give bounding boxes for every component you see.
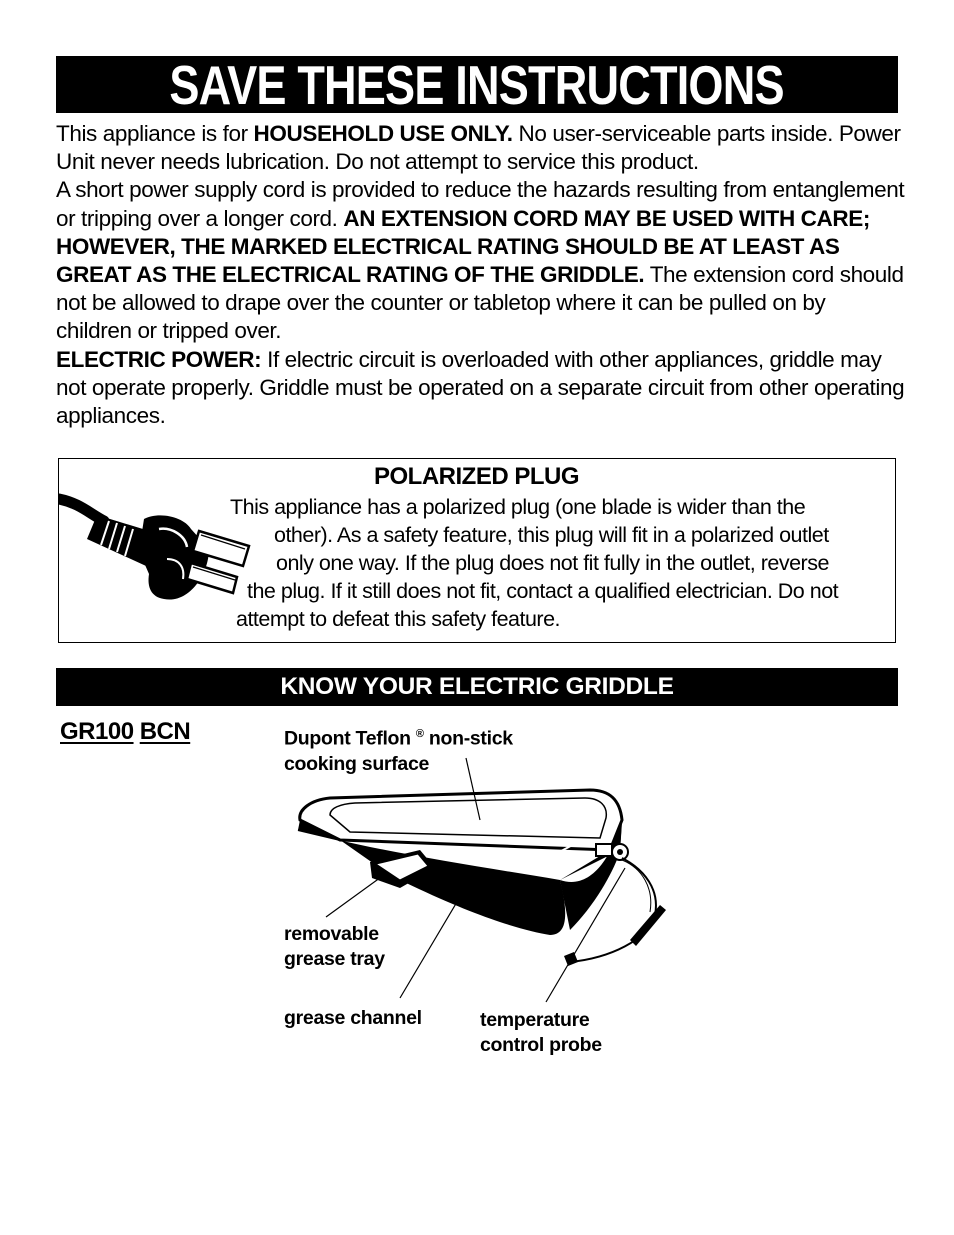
intro-p2-c: The extension cord should not be allowed to drape over the counter or tabletop where it can be pulled on by children or tripped over. (56, 262, 904, 344)
intro-p1-c: No user-serviceable parts inside. Power Unit never needs lubrication. Do not attempt to service this product. (56, 121, 901, 175)
intro-p3-b: If electric circuit is overloaded with other appliances, griddle may not operate properly. Griddle must be operated on a separate circuit from other operating appliances. (56, 346, 905, 429)
save-instructions-banner (56, 54, 898, 116)
polarized-line-3: only one way. If the plug does not fit fully in the outlet, reverse (276, 551, 829, 575)
polarized-line-1: This appliance has a polarized plug (one blade is wider than the (230, 495, 806, 519)
intro-p3-a: ELECTRIC POWER: (56, 346, 262, 372)
know-your-griddle-heading: KNOW YOUR ELECTRIC GRIDDLE (56, 668, 898, 706)
label-grease-channel: grease channel (284, 1007, 422, 1029)
polarized-line-5: attempt to defeat this safety feature. (236, 607, 561, 631)
polarized-plug-icon (59, 489, 259, 609)
model-number (60, 718, 190, 746)
griddle-illustration (270, 740, 690, 1020)
polarized-line-4: the plug. If it still does not fit, contact a qualified electrician. Do not (247, 579, 839, 603)
polarized-plug-title: POLARIZED PLUG (374, 463, 580, 490)
model-gr100: GR100 (60, 718, 134, 745)
label-teflon-b: non-stick (428, 727, 513, 750)
polarized-plug-box (58, 458, 896, 643)
registered-mark: ® (415, 728, 424, 740)
intro-p2-b: AN EXTENSION CORD MAY BE USED WITH CARE; HOWEVER, THE MARKED ELECTRICAL RATING SHOULD BE AT LEAST AS GREAT AS THE ELECTRICAL RATING OF THE GRIDDLE. (56, 205, 870, 288)
intro-p2-a: A short power supply cord is provided to reduce the hazards resulting from entanglement or tripping over a longer cord. (56, 177, 905, 231)
intro-paragraph-1 (56, 120, 906, 176)
polarized-line-2: other). As a safety feature, this plug will fit in a polarized outlet (274, 523, 829, 547)
banner-title: SAVE THESE INSTRUCTIONS (169, 54, 785, 116)
label-probe-b: control probe (480, 1034, 602, 1056)
label-teflon-c: cooking surface (284, 752, 430, 775)
label-tray-a: removable (284, 923, 379, 945)
intro-p1-a: This appliance is for (56, 121, 254, 146)
intro-text (56, 120, 906, 430)
intro-p1-b: HOUSEHOLD USE ONLY. (253, 121, 513, 146)
label-probe-a: temperature (480, 1009, 590, 1031)
label-teflon-a: Dupont Teflon (284, 727, 411, 750)
intro-paragraph-3 (56, 346, 906, 431)
label-tray-b: grease tray (284, 948, 385, 970)
intro-paragraph-2 (56, 176, 906, 345)
model-bcn: BCN (139, 718, 191, 745)
